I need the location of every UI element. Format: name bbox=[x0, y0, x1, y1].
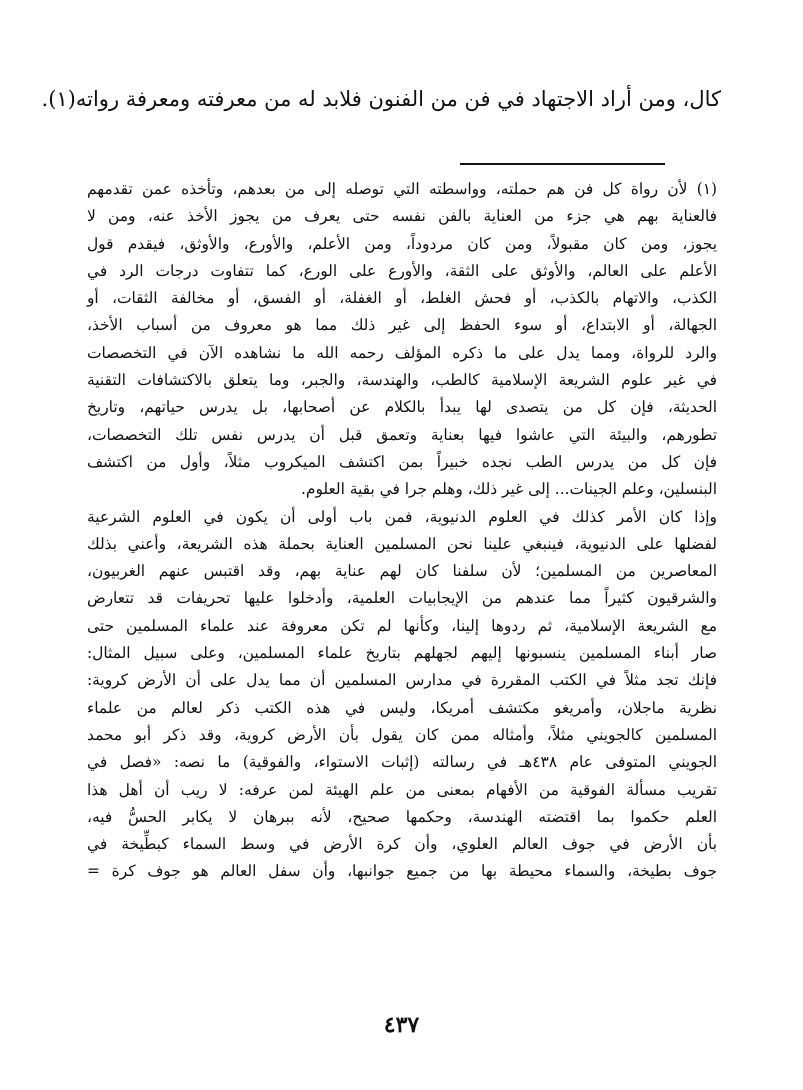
main-text-line: كال، ومن أراد الاجتهاد في فن من الفنون فلابد له من معرفته ومعرفة رواته(١). bbox=[41, 87, 721, 111]
footnote-line: المعاصرين من المسلمين؛ لأن سلفنا كان لهم عناية بهم، وقد اقتبس عنهم الغربيون، bbox=[87, 562, 717, 581]
footnote-line: يجوز، ومن كان مقبولاً، ومن كان مردوداً، ومن الأعلم، والأورع، والأوثق، فيقدم قول bbox=[87, 234, 717, 253]
footnote-line: الأعلم على العالم، والأوثق على الثقة، والأورع على الورع، كما تتفاوت درجات الرد في bbox=[87, 261, 717, 280]
footnote-line: المسلمين كالجويني مثلاً، وأمثاله ممن كان يقول بأن الأرض كروية، وقد ذكر أبو محمد bbox=[87, 725, 717, 744]
footnote-line: فالعناية بهم هي جزء من العناية بالفن نفسه حتى يعرف من يجوز الأخذ عنه، ومن لا bbox=[87, 207, 717, 226]
footnote-block bbox=[87, 176, 717, 886]
footnote-line: والشرقيون كثيراً مما عندهم من الإيجابيات العلمية، وأدخلوا عليها تحريفات قد تتعارض bbox=[87, 589, 717, 608]
footnote-line: فإنك تجد مثلاً في الكتب المقررة في مدارس المسلمين أن مما يدل على أن الأرض كروية: bbox=[87, 671, 717, 690]
footnote-line: نظرية ماجلان، وأمريغو مكتشف أمريكا، وليس في هذه الكتب ذكر لعالم من علماء bbox=[87, 698, 717, 717]
footnote-line: الجويني المتوفى عام ٤٣٨هـ في رسالته (إثبات الاستواء، والفوقية) ما نصه: «فصل في bbox=[87, 753, 717, 772]
footnote-line: الكذب، والاتهام بالكذب، أو فحش الغلط، أو الغفلة، أو الفسق، أو مخالفة الثقات، أو bbox=[87, 289, 717, 308]
footnote-line: بأن الأرض في جوف العالم العلوي، وأن كرة الأرض في وسط السماء كبطِّيخة في bbox=[87, 835, 717, 854]
footnote-line: البنسلين، وعلم الجينات... إلى غير ذلك، وهلم جرا في بقية العلوم. bbox=[301, 480, 717, 499]
footnote-line: وإذا كان الأمر كذلك في العلوم الدنيوية، فمن باب أولى أن يكون في العلوم الشرعية bbox=[87, 507, 717, 526]
footnote-separator bbox=[460, 163, 665, 165]
page-number: ٤٣٧ bbox=[383, 1012, 420, 1038]
footnote-line: والرد للرواة، ومما يدل على ما ذكره المؤلف رحمه الله ما نشاهده الآن في التخصصات bbox=[87, 343, 717, 362]
footnote-line: في غير علوم الشريعة الإسلامية كالطب، والهندسة، والجبر، وما يتعلق بالاكتشافات التقنية bbox=[87, 371, 717, 390]
footnote-line: لفضلها على الدنيوية، فينبغي علينا نحن المسلمين العناية بحملة هذه الشريعة، وأعني بذلك bbox=[87, 534, 717, 553]
footnote-line: العلم حكموا بما اقتضته الهندسة، وحكمها صحيح، لأنه ببرهان لا يكابر الحسُّ فيه، bbox=[87, 807, 717, 826]
footnote-line: مع الشريعة الإسلامية، ثم ردوها إلينا، وكأنها لم تكن معروفة عند علماء المسلمين حتى bbox=[87, 616, 717, 635]
footnote-line: (١) لأن رواة كل فن هم حملته، وواسطته التي توصله إلى من بعدهم، وتأخذه عمن تقدمهم bbox=[87, 180, 717, 198]
footnote-line: جوف بطيخة، والسماء محيطة بها من جميع جوانبها، وأن سفل العالم هو جوف كرة = bbox=[87, 862, 717, 881]
footnote-line: الجهالة، أو الابتداع، أو سوء الحفظ إلى غير ذلك مما هو معروف من أسباب الأخذ، bbox=[87, 316, 717, 335]
main-text bbox=[41, 82, 721, 116]
footnote-line: صار أبناء المسلمين ينسبونها إليهم لجهلهم بتاريخ علماء المسلمين، وعلى سبيل المثال: bbox=[87, 644, 717, 663]
footnote-line: الحديثة، فإن كل من يتصدى لها يبدأ بالكلام عن أصحابها، بل يدرس حياتهم، وتاريخ bbox=[87, 398, 717, 417]
footnote-line: تقريب مسألة الفوقية من الأفهام بمعنى من علم الهيئة لمن عرفه: لا ريب أن أهل هذا bbox=[87, 780, 717, 799]
footnote-line: فإن كل من يدرس الطب نجده خبيراً بمن اكتشف الميكروب مثلاً، وأول من اكتشف bbox=[87, 452, 717, 471]
footnote-line: تطورهم، والبيئة التي عاشوا فيها بعناية وتعمق قبل أن يدرس نفس تلك التخصصات، bbox=[87, 425, 717, 444]
